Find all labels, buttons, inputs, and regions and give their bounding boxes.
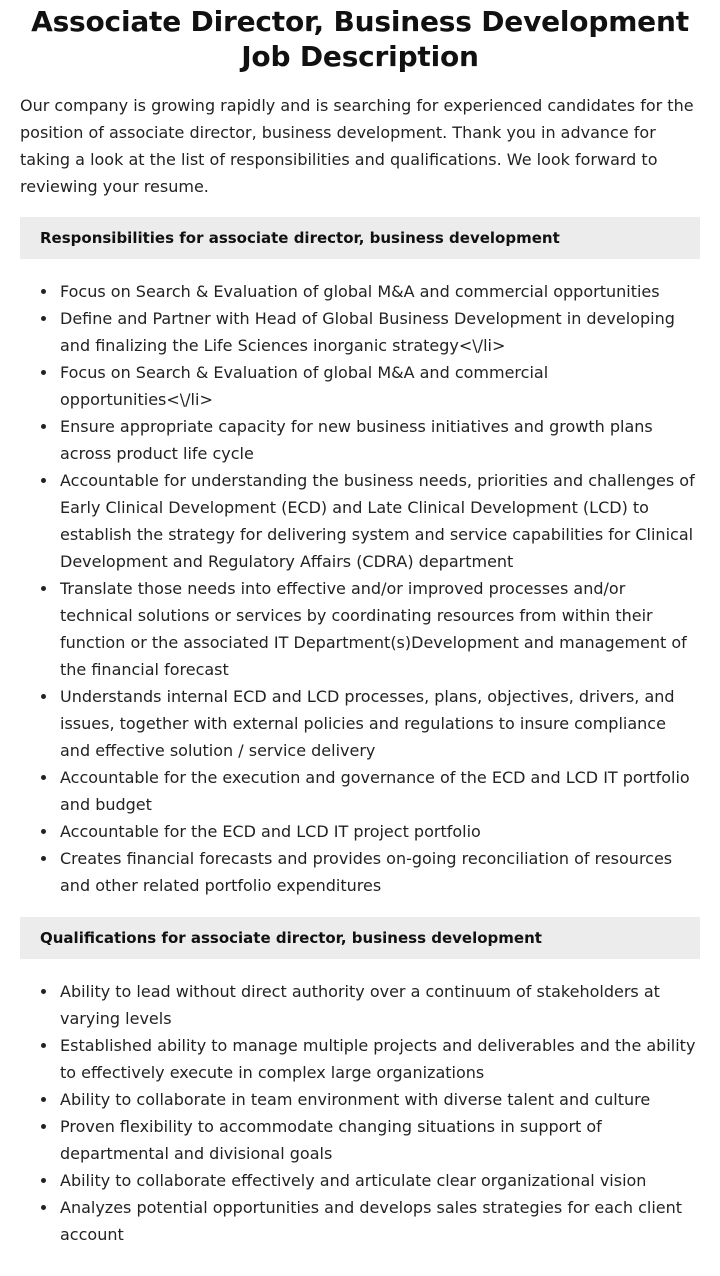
qualifications-heading: Qualifications for associate director, business development [40, 929, 542, 947]
qualifications-list [20, 978, 700, 1248]
list-item: Accountable for understanding the business needs, priorities and challenges of Early Clinical Development (ECD) and Late Clinical Development (LCD) to establish the strategy for delivering system and service capabilities for Clinical Development and Regulatory Affairs (CDRA) department [60, 467, 700, 575]
list-item: Translate those needs into effective and/or improved processes and/or technical solutions or services by coordinating resources from within their function or the associated IT Department(s)Development and management of the financial forecast [60, 575, 700, 683]
qualifications-header [20, 917, 700, 959]
list-item: Focus on Search & Evaluation of global M&A and commercial opportunities<\/li> [60, 359, 700, 413]
list-item: Ability to collaborate in team environment with diverse talent and culture [60, 1086, 700, 1113]
list-item: Proven flexibility to accommodate changing situations in support of departmental and divisional goals [60, 1113, 700, 1167]
responsibilities-list [20, 278, 700, 899]
list-item: Ensure appropriate capacity for new business initiatives and growth plans across product life cycle [60, 413, 700, 467]
list-item: Analyzes potential opportunities and develops sales strategies for each client account [60, 1194, 700, 1248]
list-item: Creates financial forecasts and provides on-going reconciliation of resources and other related portfolio expenditures [60, 845, 700, 899]
list-item: Focus on Search & Evaluation of global M&A and commercial opportunities [60, 278, 700, 305]
list-item: Ability to collaborate effectively and articulate clear organizational vision [60, 1167, 700, 1194]
list-item: Accountable for the ECD and LCD IT project portfolio [60, 818, 700, 845]
list-item: Accountable for the execution and governance of the ECD and LCD IT portfolio and budget [60, 764, 700, 818]
responsibilities-heading: Responsibilities for associate director, business development [40, 229, 560, 247]
list-item: Established ability to manage multiple projects and deliverables and the ability to effectively execute in complex large organizations [60, 1032, 700, 1086]
list-item: Ability to lead without direct authority over a continuum of stakeholders at varying levels [60, 978, 700, 1032]
list-item: Understands internal ECD and LCD processes, plans, objectives, drivers, and issues, together with external policies and regulations to insure compliance and effective solution / service delivery [60, 683, 700, 764]
responsibilities-header [20, 217, 700, 259]
page-title: Associate Director, Business Development Job Description [31, 5, 689, 73]
intro-paragraph: Our company is growing rapidly and is searching for experienced candidates for the position of associate director, business development. Thank you in advance for taking a look at the list of responsibilities and qualifications. We look forward to reviewing your resume. [20, 96, 694, 196]
list-item: Define and Partner with Head of Global Business Development in developing and finalizing the Life Sciences inorganic strategy<\/li> [60, 305, 700, 359]
